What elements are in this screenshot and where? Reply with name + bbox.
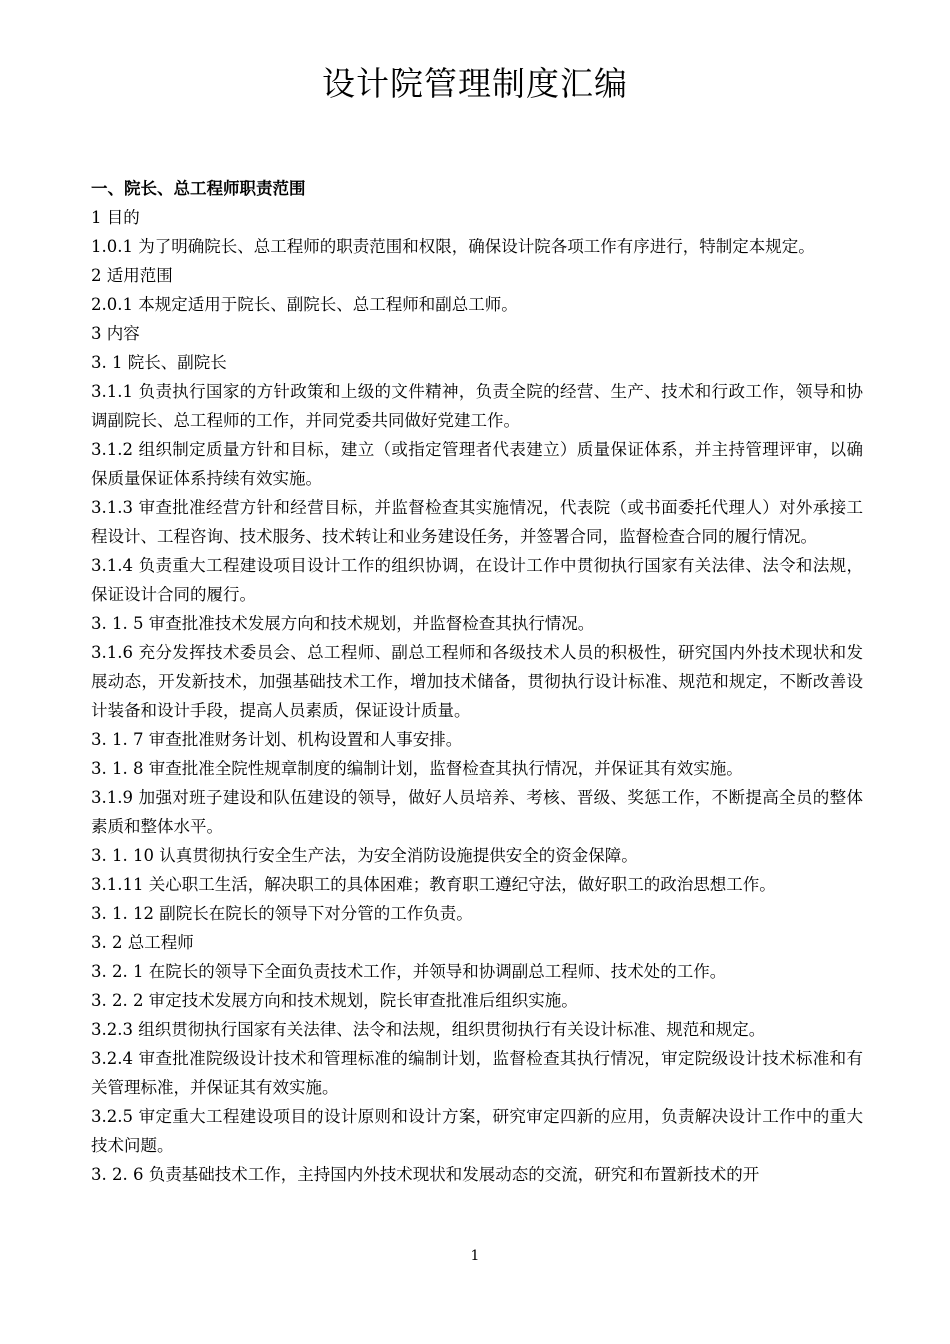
subsection-heading: 1 目的	[91, 208, 140, 227]
paragraph: 1.0.1 为了明确院长、总工程师的职责范围和权限，确保设计院各项工作有序进行，特制定本规定。	[91, 237, 815, 256]
paragraph: 3.1.11 关心职工生活，解决职工的具体困难；教育职工遵纪守法，做好职工的政治思想工作。	[91, 875, 776, 894]
subsection-heading: 3. 2 总工程师	[91, 933, 194, 952]
paragraph: 3.1.2 组织制定质量方针和目标，建立（或指定管理者代表建立）质量保证体系，并主持管理评审，以确保质量保证体系持续有效实施。	[91, 440, 863, 488]
paragraph: 3. 2. 2 审定技术发展方向和技术规划，院长审查批准后组织实施。	[91, 991, 578, 1010]
paragraph: 3. 1. 5 审查批准技术发展方向和技术规划，并监督检查其执行情况。	[91, 614, 595, 633]
subsection-heading: 2 适用范围	[91, 266, 173, 285]
subsection-heading: 3. 1 院长、副院长	[91, 353, 227, 372]
document-title: 设计院管理制度汇编	[322, 64, 628, 103]
paragraph: 2.0.1 本规定适用于院长、副院长、总工程师和副总工师。	[91, 295, 518, 314]
paragraph: 3.1.1 负责执行国家的方针政策和上级的文件精神，负责全院的经营、生产、技术和行政工作，领导和协调副院长、总工程师的工作，并同党委共同做好党建工作。	[91, 382, 863, 430]
paragraph: 3. 1. 8 审查批准全院性规章制度的编制计划，监督检查其执行情况，并保证其有效实施。	[91, 759, 743, 778]
section-heading: 一、院长、总工程师职责范围	[91, 179, 306, 198]
paragraph: 3.2.4 审查批准院级设计技术和管理标准的编制计划，监督检查其执行情况，审定院级设计技术标准和有关管理标准，并保证其有效实施。	[91, 1049, 863, 1097]
paragraph: 3. 1. 7 审查批准财务计划、机构设置和人事安排。	[91, 730, 463, 749]
page-number: 1	[470, 1248, 480, 1264]
document-body	[91, 174, 863, 1189]
paragraph: 3. 1. 10 认真贯彻执行安全生产法，为安全消防设施提供安全的资金保障。	[91, 846, 638, 865]
paragraph: 3.2.3 组织贯彻执行国家有关法律、法令和法规，组织贯彻执行有关设计标准、规范和规定。	[91, 1020, 766, 1039]
paragraph: 3.1.9 加强对班子建设和队伍建设的领导，做好人员培养、考核、晋级、奖惩工作，不断提高全员的整体素质和整体水平。	[91, 788, 863, 836]
paragraph: 3. 2. 1 在院长的领导下全面负责技术工作，并领导和协调副总工程师、技术处的工作。	[91, 962, 727, 981]
subsection-heading: 3 内容	[91, 324, 140, 343]
paragraph: 3. 2. 6 负责基础技术工作，主持国内外技术现状和发展动态的交流，研究和布置新技术的开	[91, 1165, 760, 1184]
paragraph: 3.1.6 充分发挥技术委员会、总工程师、副总工程师和各级技术人员的积极性，研究国内外技术现状和发展动态，开发新技术，加强基础技术工作，增加技术储备，贯彻执行设计标准、规范和规定，不断改善设计装备和设计手段，提高人员素质，保证设计质量。	[91, 643, 863, 720]
paragraph: 3. 1. 12 副院长在院长的领导下对分管的工作负责。	[91, 904, 473, 923]
paragraph: 3.2.5 审定重大工程建设项目的设计原则和设计方案，研究审定四新的应用，负责解决设计工作中的重大技术问题。	[91, 1107, 863, 1155]
paragraph: 3.1.3 审查批准经营方针和经营目标，并监督检查其实施情况，代表院（或书面委托代理人）对外承接工程设计、工程咨询、技术服务、技术转让和业务建设任务，并签署合同，监督检查合同的履行情况。	[91, 498, 863, 546]
paragraph: 3.1.4 负责重大工程建设项目设计工作的组织协调，在设计工作中贯彻执行国家有关法律、法令和法规，保证设计合同的履行。	[91, 556, 863, 604]
